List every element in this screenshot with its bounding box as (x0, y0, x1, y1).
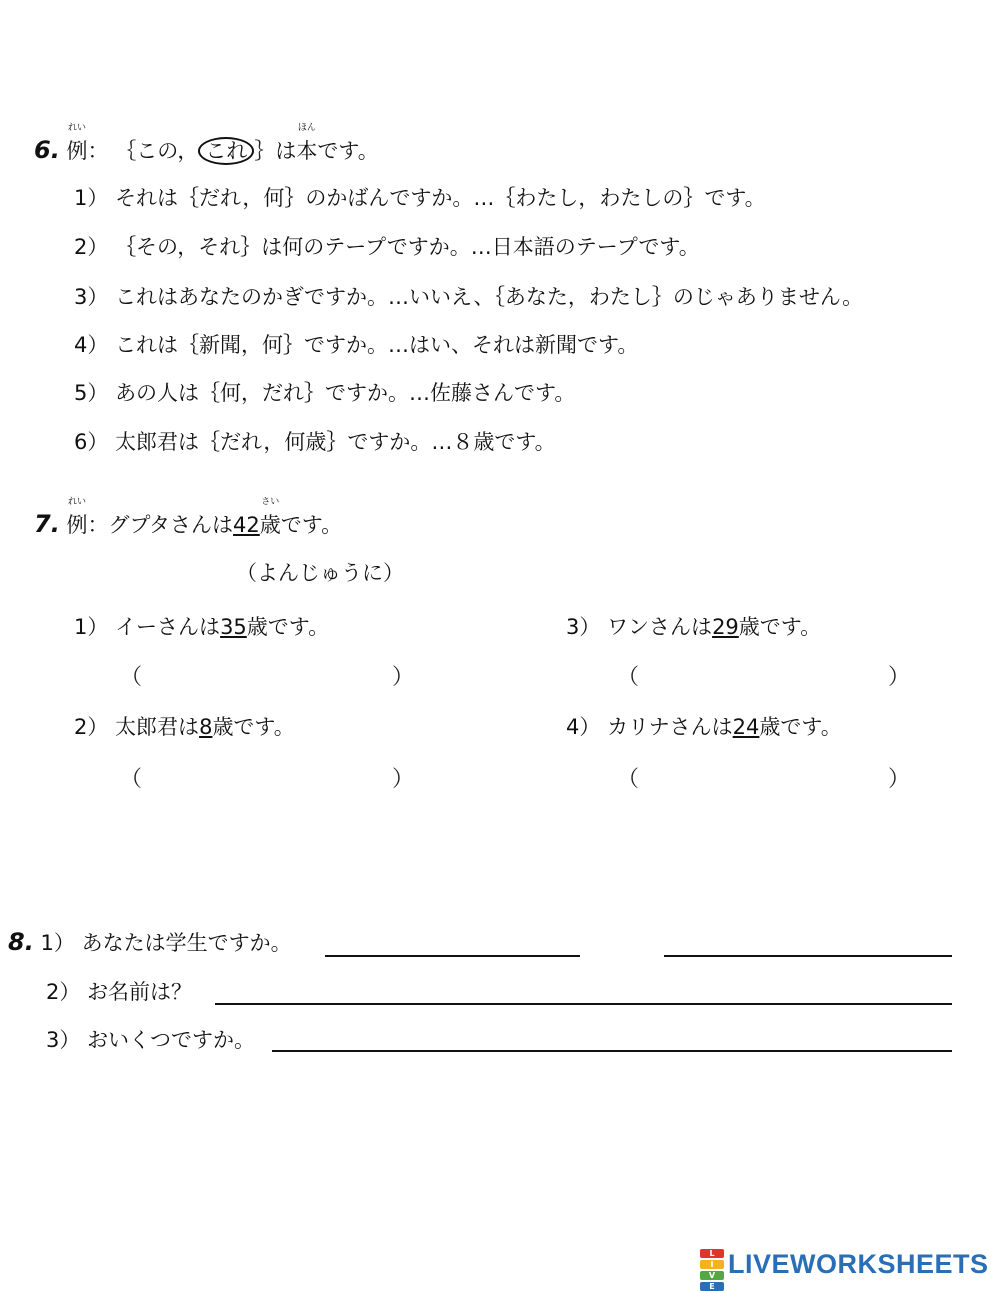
answer-line-8-3[interactable] (272, 1050, 952, 1052)
item-number: 5） (74, 381, 109, 405)
item-age: 8 (199, 715, 213, 739)
example-colon: ： (87, 139, 109, 163)
answer-field-1[interactable] (150, 660, 390, 690)
item-number: 1） (74, 186, 109, 210)
logo-icon-l: L (700, 1249, 724, 1258)
section-7-example-reading: （よんじゅうに） (236, 561, 404, 585)
logo-icon (700, 1249, 724, 1291)
item-post: 歳です。 (212, 715, 295, 739)
item-pre: 太郎君は (115, 715, 200, 739)
example-wa: は (275, 139, 297, 163)
item-text: ｛その，それ｝は何のテープですか。…日本語のテープです。 (115, 235, 700, 259)
example-pre: ：グプタさんは (87, 513, 234, 537)
item-pre: ワンさんは (607, 615, 713, 639)
answer-line-8-1a[interactable] (325, 955, 580, 957)
answer-field-3[interactable] (648, 660, 886, 690)
item-post: 歳です。 (246, 615, 330, 639)
item-number: 3） (46, 1028, 81, 1052)
item-text: これは｛新聞，何｝ですか。…はい、それは新聞です。 (115, 333, 639, 357)
item-post: 歳です。 (738, 615, 822, 639)
item-pre: カリナさんは (607, 715, 733, 739)
brace-open: ｛ (115, 139, 137, 163)
example-end: です。 (280, 513, 343, 537)
section-7-item-1 (74, 612, 329, 642)
example-end: です。 (317, 139, 379, 163)
item-text: おいくつですか。 (87, 1028, 256, 1052)
section-6-item-2 (74, 232, 700, 262)
example-ruby: れい (68, 123, 87, 133)
answer-paren-close-3: ） (888, 665, 911, 690)
logo-text: LIVEWORKSHEETS (728, 1248, 989, 1279)
item-pre: イーさんは (115, 615, 221, 639)
item-text: それは｛だれ，何｝のかばんですか。…｛わたし，わたしの｝です。 (115, 186, 766, 210)
sai-ruby: さい (261, 497, 280, 507)
answer-field-2[interactable] (150, 762, 390, 792)
answer-paren-close-2: ） (392, 767, 415, 792)
section-8-item-2 (46, 977, 192, 1007)
item-text: 太郎君は｛だれ，何歳｝ですか。…８歳です。 (115, 430, 556, 454)
section-7-item-2 (74, 712, 295, 742)
answer-paren-open-3: （ (617, 665, 640, 690)
example-label-text: 例 (66, 513, 88, 537)
item-text: これはあなたのかぎですか。…いいえ、｛あなた，わたし｝のじゃありません。 (115, 285, 864, 309)
answer-paren-open-4: （ (617, 767, 640, 792)
section-8-item-1 (8, 927, 292, 958)
item-number: 3） (566, 615, 601, 639)
item-age: 24 (732, 715, 760, 739)
answer-paren-close-4: ） (888, 767, 911, 792)
section-7-item-3 (566, 612, 821, 642)
section-6-item-4 (74, 330, 638, 360)
example-ruby: れい (68, 497, 87, 507)
item-age: 29 (712, 615, 739, 639)
section-6-item-6 (74, 427, 556, 457)
brace-close: ｝ (254, 139, 276, 163)
example-option-a: この (136, 139, 178, 163)
item-age: 35 (220, 615, 247, 639)
circled-answer: これ (198, 137, 254, 165)
logo-icon-v: V (700, 1271, 724, 1280)
example-label (66, 123, 88, 166)
section-8-number: 8. (8, 928, 34, 956)
item-number: 1） (40, 931, 75, 955)
section-7-number: 7. (34, 510, 60, 538)
section-6-item-3 (74, 282, 863, 312)
section-6-item-1 (74, 183, 766, 213)
item-number: 2） (46, 980, 81, 1004)
item-number: 3） (74, 285, 109, 309)
example-label (66, 497, 88, 540)
section-6-number: 6. (34, 136, 60, 164)
answer-line-8-1b[interactable] (664, 955, 952, 957)
item-number: 2） (74, 235, 109, 259)
example-label-text: 例 (66, 139, 88, 163)
sai-text: 歳 (259, 513, 281, 537)
item-number: 1） (74, 615, 109, 639)
answer-field-4[interactable] (648, 762, 886, 792)
section-6-example: 6. れい 例： ｛この， これ ｝は ほん 本です。 (34, 123, 379, 164)
item-text: お名前は？ (87, 980, 193, 1004)
item-text: あの人は｛何，だれ｝ですか。…佐藤さんです。 (115, 381, 576, 405)
item-post: 歳です。 (759, 715, 842, 739)
item-number: 2） (74, 715, 109, 739)
section-8-item-3 (46, 1025, 255, 1055)
hon-ruby: ほん (297, 123, 316, 133)
section-7-example (34, 497, 343, 540)
section-7-item-4 (566, 712, 842, 742)
answer-line-8-2[interactable] (215, 1003, 952, 1005)
item-number: 6） (74, 430, 109, 454)
logo-icon-e: E (700, 1282, 724, 1291)
liveworksheets-logo (700, 1244, 989, 1291)
answer-paren-close-1: ） (392, 665, 415, 690)
hon-ruby-group (296, 123, 318, 166)
logo-icon-i: I (700, 1260, 724, 1269)
answer-paren-open-1: （ (120, 665, 143, 690)
answer-paren-open-2: （ (120, 767, 143, 792)
hon-text: 本 (296, 139, 318, 163)
sai-ruby-group (259, 497, 281, 540)
item-number: 4） (566, 715, 601, 739)
item-text: あなたは学生ですか。 (81, 931, 292, 955)
item-number: 4） (74, 333, 109, 357)
section-6-item-5 (74, 378, 575, 408)
example-age: 42 (233, 513, 260, 537)
